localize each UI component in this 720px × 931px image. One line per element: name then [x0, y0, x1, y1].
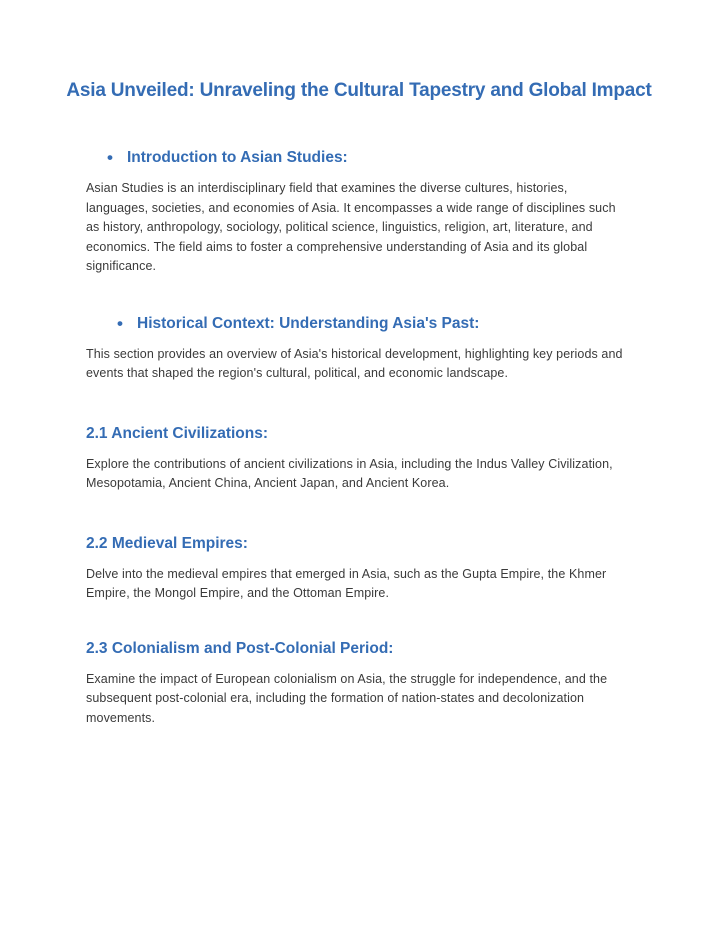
section-colonialism — [86, 638, 632, 729]
section-historical-context — [86, 313, 632, 384]
section-heading-text: Introduction to Asian Studies: — [127, 149, 348, 166]
section-heading — [86, 533, 632, 555]
section-ancient-civilizations — [86, 423, 632, 494]
section-body: Delve into the medieval empires that emerged in Asia, such as the Gupta Empire, the Khmer Empire, the Mongol Empire, and the Ottoman Empire. — [86, 566, 607, 600]
section-heading-text: Historical Context: Understanding Asia's Past: — [137, 314, 480, 332]
section-heading-text: 2.2 Medieval Empires: — [86, 534, 248, 552]
section-medieval-empires — [86, 533, 632, 604]
section-introduction — [86, 147, 632, 277]
section-heading — [86, 313, 632, 335]
section-heading — [86, 147, 632, 169]
section-body: Asian Studies is an interdisciplinary field that examines the diverse cultures, histories, languages, societies, and economies of Asia. It encompasses a wide range of disciplines such as history, anthropology, sociology, political science, linguistics, religion, art, literature, and economics. The field aims to foster a comprehensive understanding of Asia and its global significance. — [86, 181, 616, 273]
section-body: Examine the impact of European colonialism on Asia, the struggle for independence, and the subsequent post-colonial era, including the formation of nation-states and decolonization movements. — [86, 671, 608, 725]
section-heading-text: 2.1 Ancient Civilizations: — [86, 424, 269, 442]
section-heading-text: 2.3 Colonialism and Post-Colonial Period: — [86, 639, 394, 657]
section-body: Explore the contributions of ancient civilizations in Asia, including the Indus Valley Civilization, Mesopotamia, Ancient China, Ancient Japan, and Ancient Korea. — [86, 456, 613, 490]
bullet-icon — [117, 313, 123, 336]
section-heading — [86, 638, 632, 660]
section-heading — [86, 423, 632, 445]
bullet-icon — [107, 147, 113, 170]
section-body: This section provides an overview of Asia's historical development, highlighting key periods and events that shaped the region's cultural, political, and economic landscape. — [86, 346, 623, 380]
page-title: Asia Unveiled: Unraveling the Cultural Tapestry and Global Impact — [66, 80, 652, 101]
